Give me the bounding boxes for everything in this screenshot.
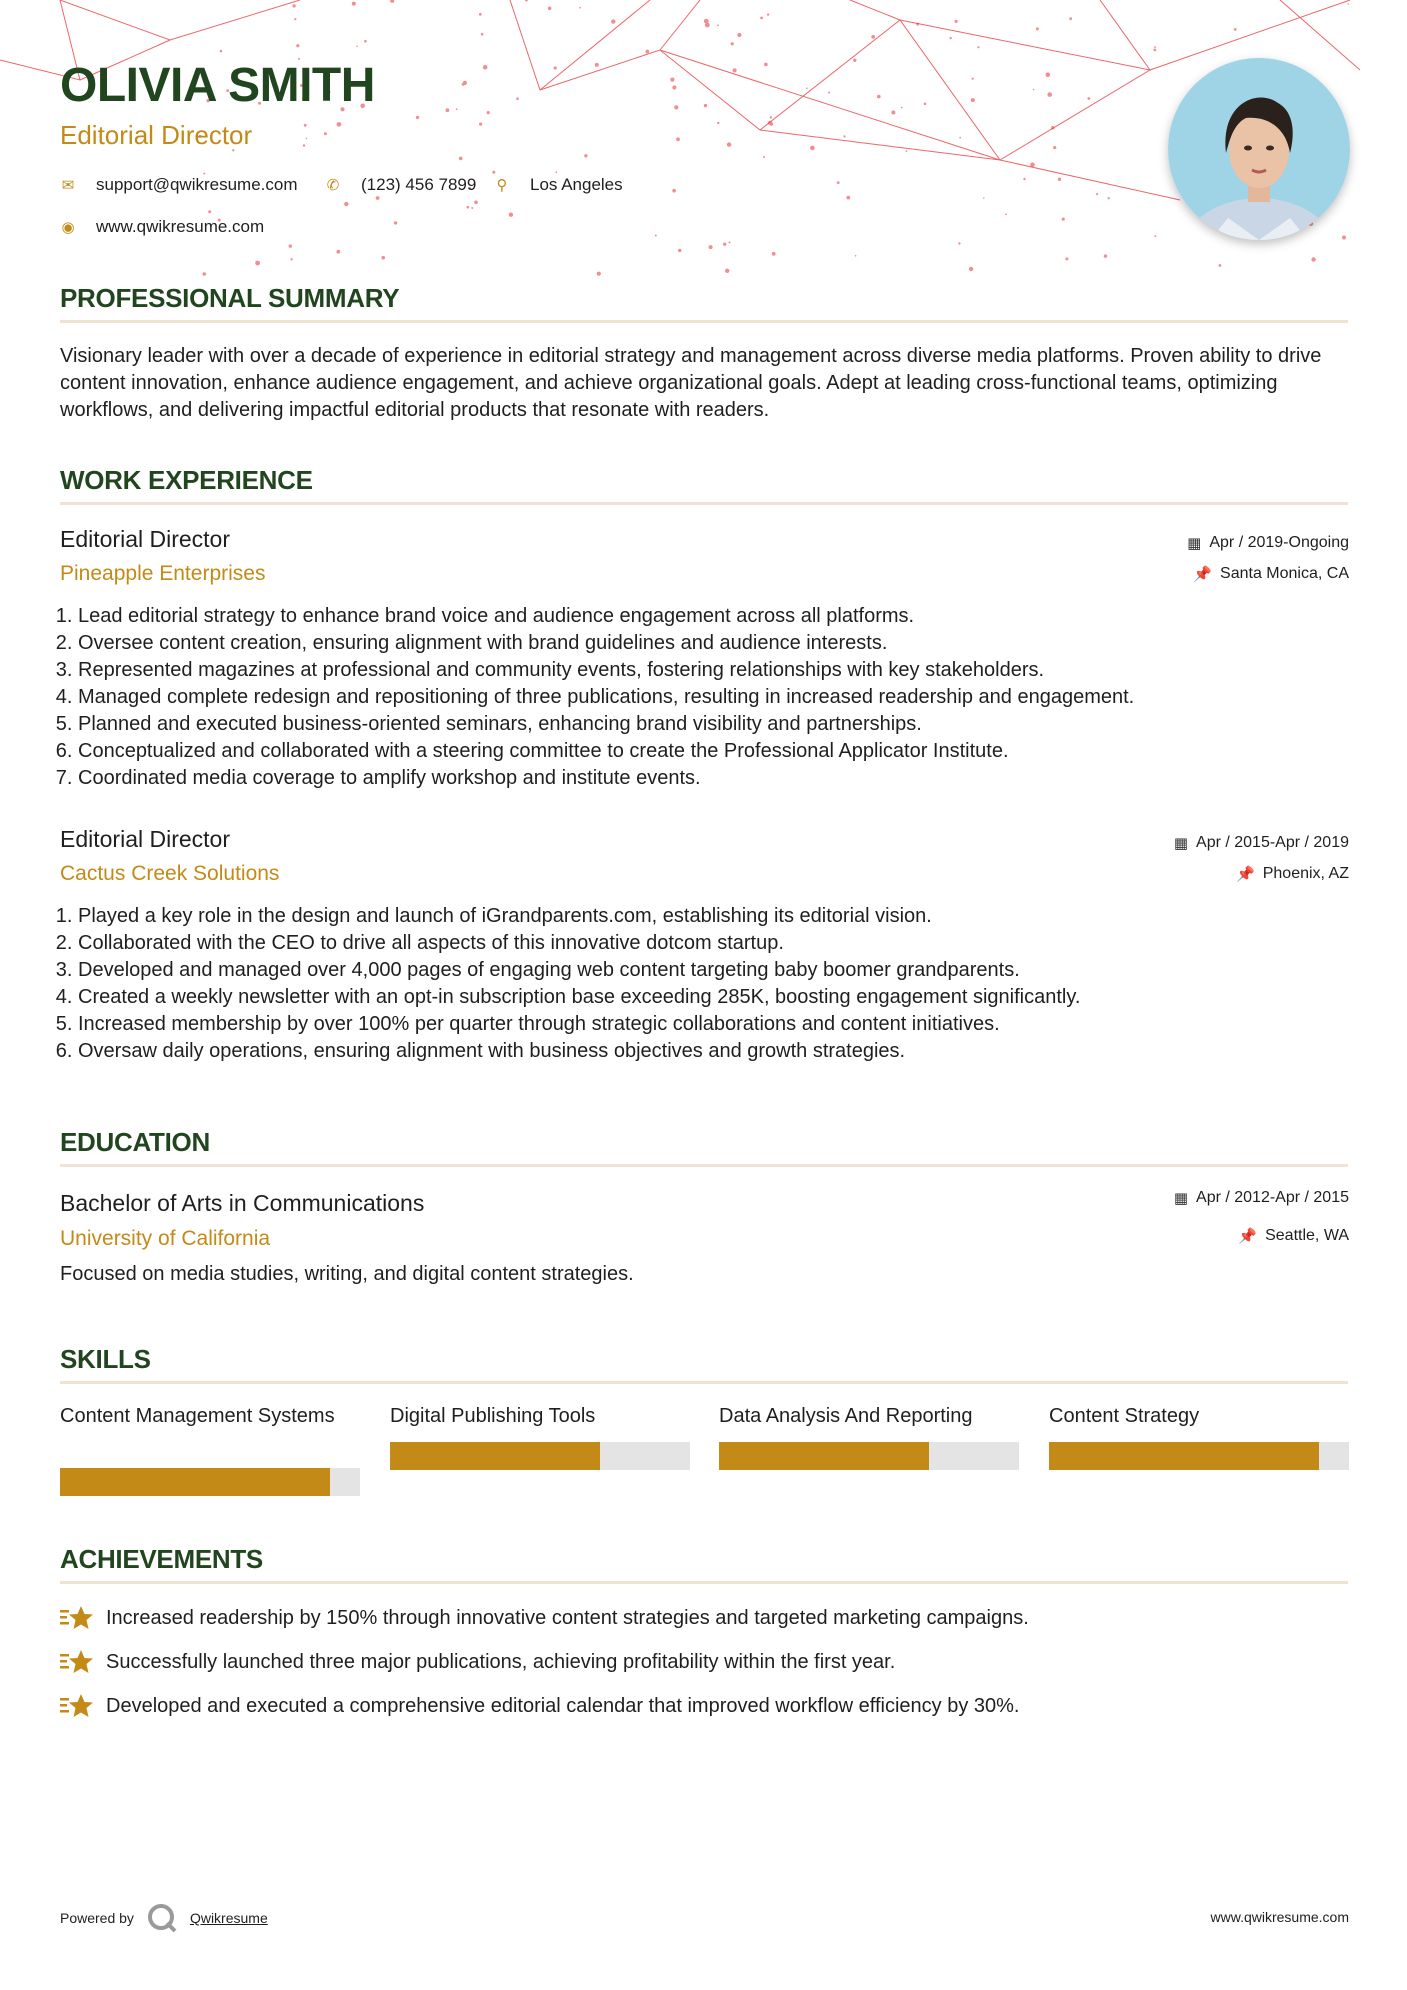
- network-dot: [336, 250, 340, 254]
- network-dot: [471, 207, 473, 209]
- network-dot: [1154, 46, 1156, 48]
- section-title-education: EDUCATION: [60, 1127, 210, 1157]
- list-item: 3. Developed and managed over 4,000 pages of engaging web content targeting baby boomer grandparents.: [78, 957, 1368, 984]
- network-dot: [678, 249, 681, 252]
- skill-bar: [390, 1442, 690, 1470]
- achievement-item: [60, 1604, 1029, 1632]
- network-dot: [672, 85, 676, 89]
- network-dot: [676, 137, 680, 141]
- contact-phone[interactable]: [325, 175, 476, 195]
- job-location-text: Phoenix, AZ: [1262, 865, 1349, 882]
- job-company: Cactus Creek Solutions: [60, 862, 280, 885]
- network-dot: [723, 243, 726, 246]
- network-dot: [810, 146, 815, 151]
- network-dot: [548, 7, 552, 11]
- network-dot: [971, 98, 975, 102]
- network-dot: [483, 65, 488, 70]
- network-dot: [767, 13, 769, 15]
- network-dot: [1342, 236, 1346, 240]
- network-dot: [1096, 193, 1098, 195]
- network-dot: [255, 261, 260, 266]
- skill-name: Content Strategy: [1049, 1405, 1200, 1427]
- network-dot: [1069, 17, 1072, 20]
- network-dot: [509, 213, 513, 217]
- network-dot: [289, 244, 292, 247]
- network-dot: [837, 181, 840, 184]
- list-item: 4. Created a weekly newsletter with an opt-in subscription base exceeding 285K, boosting engagement significantly.: [78, 984, 1368, 1011]
- skill-bar-fill: [60, 1468, 330, 1496]
- section-title-experience: WORK EXPERIENCE: [60, 465, 313, 495]
- contact-email[interactable]: [60, 175, 298, 195]
- network-dot: [492, 171, 495, 174]
- network-dot: [764, 63, 768, 67]
- skill-name: Data Analysis And Reporting: [719, 1405, 973, 1427]
- list-item: 6. Conceptualized and collaborated with a steering committee to create the Professional Applicator Institute.: [78, 738, 1368, 765]
- network-dot: [292, 4, 295, 7]
- network-dot: [525, 0, 528, 2]
- edu-location-text: Seattle, WA: [1265, 1227, 1349, 1244]
- avatar-photo: [1168, 58, 1350, 240]
- network-dot: [972, 78, 974, 80]
- network-dot: [672, 189, 676, 193]
- footer-powered-by: [60, 1903, 268, 1933]
- network-dot: [294, 18, 296, 20]
- phone-icon: ✆: [326, 177, 340, 194]
- network-dot: [306, 138, 308, 140]
- network-dot: [303, 144, 305, 146]
- network-dot: [554, 66, 557, 69]
- network-dot: [337, 122, 342, 127]
- list-item: 6. Oversaw daily operations, ensuring alignment with business objectives and growth strategies.: [78, 1038, 1368, 1065]
- network-dot: [1005, 214, 1007, 216]
- network-dot: [959, 137, 961, 139]
- phone-text: (123) 456 7899: [361, 175, 477, 194]
- network-dot: [1087, 97, 1090, 100]
- skill-name: Content Management Systems: [60, 1405, 335, 1427]
- network-dot: [1058, 178, 1061, 181]
- network-dot: [579, 7, 581, 9]
- list-item: 5. Increased membership by over 100% per quarter through strategic collaborations and content initiatives.: [78, 1011, 1368, 1038]
- achievement-item: [60, 1692, 1019, 1720]
- network-dot: [304, 124, 307, 127]
- email-text: support@qwikresume.com: [96, 175, 298, 194]
- job-role: Editorial Director: [60, 826, 230, 852]
- network-dot: [390, 0, 394, 3]
- network-dot: [1348, 3, 1350, 5]
- network-dot: [479, 123, 482, 126]
- network-dot: [645, 50, 649, 54]
- section-title-skills: SKILLS: [60, 1344, 151, 1374]
- qwikresume-logo-icon: [146, 1903, 180, 1933]
- network-dot: [727, 142, 731, 146]
- network-dot: [1047, 92, 1052, 97]
- pin-icon: 📌: [1236, 866, 1255, 883]
- network-dot: [1234, 28, 1237, 31]
- summary-text: Visionary leader with over a decade of experience in editorial strategy and management across diverse media platforms. Proven ability to drive content innovation, enhance audience engagement, and achieve organizational goals. Adept at leading cross-functional teams, optimizing workflows, and delivering impactful editorial products that resonate with readers.: [60, 345, 1322, 421]
- network-dot: [853, 59, 856, 62]
- network-dot: [731, 42, 734, 45]
- list-item: 2. Oversee content creation, ensuring alignment with brand guidelines and audience interests.: [78, 630, 1368, 657]
- network-dot: [296, 44, 299, 47]
- achievement-text: Developed and executed a comprehensive editorial calendar that improved workflow efficiency by 30%.: [106, 1694, 1020, 1717]
- skill-item: [60, 1402, 360, 1430]
- calendar-icon: ▦: [1187, 535, 1202, 552]
- network-dot: [1065, 257, 1068, 260]
- network-dot: [760, 17, 763, 20]
- section-divider: [60, 1164, 1348, 1167]
- network-dot: [955, 20, 958, 23]
- network-dot: [709, 245, 713, 249]
- network-dot: [737, 33, 741, 37]
- school-name: University of California: [60, 1227, 271, 1250]
- job-bullets: [52, 603, 1368, 792]
- website-text: www.qwikresume.com: [96, 217, 265, 236]
- network-dot: [416, 116, 419, 119]
- network-dot: [290, 258, 292, 260]
- network-dot: [381, 256, 385, 260]
- network-dot: [324, 132, 327, 135]
- edu-location: [1238, 1227, 1349, 1245]
- network-dot: [770, 116, 772, 118]
- candidate-title: Editorial Director: [60, 120, 253, 150]
- network-dot: [655, 235, 657, 237]
- section-divider: [60, 320, 1348, 323]
- skill-bar-fill: [390, 1442, 600, 1470]
- job-dates-text: Apr / 2015-Apr / 2019: [1196, 834, 1349, 851]
- network-dot: [595, 63, 599, 67]
- list-item: 7. Coordinated media coverage to amplify workshop and institute events.: [78, 765, 1368, 792]
- list-item: 4. Managed complete redesign and repositioning of three publications, resulting in increased readership and engagement.: [78, 684, 1368, 711]
- network-dot: [352, 2, 356, 6]
- section-divider: [60, 502, 1348, 505]
- network-dot: [891, 111, 895, 115]
- network-dot: [958, 242, 960, 244]
- network-dot: [906, 150, 908, 152]
- network-dot: [969, 267, 973, 271]
- network-dot: [1104, 254, 1107, 257]
- network-dot: [1219, 264, 1222, 267]
- envelope-icon: ✉: [61, 177, 75, 194]
- network-dot: [208, 210, 211, 213]
- star-icon: [60, 1692, 94, 1720]
- network-dot: [459, 157, 463, 161]
- qwikresume-link[interactable]: Qwikresume: [189, 1910, 268, 1926]
- network-dot: [1046, 72, 1051, 77]
- candidate-name: OLIVIA SMITH: [60, 59, 375, 112]
- network-dot: [1051, 126, 1054, 129]
- pin-icon: 📌: [1193, 566, 1213, 583]
- globe-icon: ◉: [61, 219, 75, 236]
- list-item: 1. Played a key role in the design and launch of iGrandparents.com, establishing its editorial vision.: [78, 903, 1368, 930]
- network-dot: [481, 33, 484, 36]
- star-icon: [60, 1648, 94, 1676]
- edu-dates: [1174, 1189, 1349, 1207]
- network-dot: [344, 202, 348, 206]
- skill-bar: [60, 1468, 360, 1496]
- network-dot: [597, 272, 601, 276]
- job-dates: [1187, 534, 1349, 552]
- star-icon: [60, 1604, 94, 1632]
- skill-name: Digital Publishing Tools: [390, 1405, 596, 1427]
- achievement-text: Increased readership by 150% through innovative content strategies and targeted marketing campaigns.: [106, 1606, 1029, 1629]
- network-dot: [733, 68, 737, 72]
- skill-bar-fill: [719, 1442, 929, 1470]
- network-dot: [674, 105, 678, 109]
- job-bullets: [52, 903, 1368, 1065]
- network-dot: [950, 37, 952, 39]
- network-dot: [203, 272, 207, 276]
- network-dot: [806, 87, 808, 89]
- network-dot: [877, 95, 881, 99]
- section-title-summary: PROFESSIONAL SUMMARY: [60, 283, 400, 313]
- network-dot: [871, 35, 875, 39]
- calendar-icon: ▦: [1173, 1190, 1189, 1207]
- network-dot: [446, 108, 450, 112]
- network-dot: [704, 104, 707, 107]
- skill-item: [390, 1402, 690, 1430]
- skill-bar: [719, 1442, 1019, 1470]
- network-dot: [1033, 89, 1035, 91]
- network-dot: [1153, 49, 1156, 52]
- network-dot: [763, 156, 765, 158]
- skill-item: [1049, 1402, 1349, 1430]
- skill-bar: [1049, 1442, 1349, 1470]
- job-location: [1193, 565, 1349, 583]
- list-item: 5. Planned and executed business-oriented seminars, enhancing brand visibility and partnerships.: [78, 711, 1368, 738]
- edu-dates-text: Apr / 2012-Apr / 2015: [1196, 1189, 1349, 1206]
- network-dot: [843, 135, 845, 137]
- list-item: 1. Lead editorial strategy to enhance brand voice and audience engagement across all platforms.: [78, 603, 1368, 630]
- pin-icon: 📌: [1238, 1228, 1258, 1245]
- achievement-text: Successfully launched three major publications, achieving profitability within the first year.: [106, 1650, 896, 1673]
- achievement-item: [60, 1648, 895, 1676]
- skill-item: [719, 1402, 1019, 1430]
- job-dates: [1174, 834, 1349, 852]
- network-dot: [1036, 27, 1039, 30]
- network-dot: [916, 23, 919, 26]
- network-dot: [1062, 218, 1065, 221]
- job-location: [1236, 865, 1349, 883]
- network-dot: [670, 78, 674, 82]
- edu-description: Focused on media studies, writing, and digital content strategies.: [60, 1263, 634, 1285]
- network-dot: [855, 255, 857, 257]
- network-dot: [487, 111, 490, 114]
- job-company: Pineapple Enterprises: [60, 562, 266, 585]
- section-title-achievements: ACHIEVEMENTS: [60, 1544, 263, 1574]
- network-dot: [729, 241, 731, 243]
- network-dot: [924, 103, 927, 106]
- network-dot: [611, 19, 615, 23]
- network-dot: [704, 19, 709, 24]
- network-dot: [1108, 197, 1110, 199]
- network-dot: [983, 197, 985, 199]
- section-divider: [60, 1381, 1348, 1384]
- network-dot: [1154, 235, 1156, 237]
- list-item: 2. Collaborated with the CEO to drive all aspects of this innovative dotcom startup.: [78, 930, 1368, 957]
- network-dot: [725, 269, 729, 273]
- network-dot: [772, 252, 776, 256]
- job-role: Editorial Director: [60, 526, 230, 552]
- network-dot: [474, 201, 478, 205]
- skill-bar-fill: [1049, 1442, 1319, 1470]
- network-dot: [584, 154, 587, 157]
- network-dot: [846, 196, 850, 200]
- network-dot: [1030, 162, 1035, 167]
- network-dot: [356, 45, 358, 47]
- network-dot: [516, 97, 519, 100]
- location-text: Los Angeles: [530, 175, 623, 194]
- network-dot: [462, 83, 465, 86]
- network-dot: [220, 50, 223, 53]
- network-dot: [394, 221, 397, 224]
- job-dates-text: Apr / 2019-Ongoing: [1209, 534, 1349, 551]
- powered-by-text: Powered by: [60, 1910, 134, 1926]
- network-dot: [977, 46, 979, 48]
- network-dot: [717, 24, 719, 26]
- network-dot: [555, 171, 557, 173]
- network-dot: [1023, 178, 1025, 180]
- job-location-text: Santa Monica, CA: [1220, 565, 1349, 582]
- network-dot: [376, 196, 380, 200]
- map-pin-icon: ⚲: [496, 177, 508, 194]
- network-dot: [1311, 257, 1315, 261]
- calendar-icon: ▦: [1173, 835, 1189, 852]
- network-dot: [364, 40, 367, 43]
- contact-location: [494, 175, 623, 195]
- network-dot: [479, 13, 482, 16]
- network-dot: [901, 107, 903, 109]
- list-item: 3. Represented magazines at professional and community events, fostering relationships with key stakeholders.: [78, 657, 1368, 684]
- network-dot: [828, 92, 830, 94]
- network-dot: [770, 122, 773, 125]
- section-divider: [60, 1581, 1348, 1584]
- network-dot: [456, 108, 458, 110]
- network-dot: [717, 122, 719, 124]
- footer-website[interactable]: www.qwikresume.com: [1210, 1909, 1349, 1925]
- degree-title: Bachelor of Arts in Communications: [60, 1190, 425, 1216]
- network-dot: [467, 206, 470, 209]
- network-dot: [1053, 146, 1056, 149]
- contact-website[interactable]: [60, 217, 264, 237]
